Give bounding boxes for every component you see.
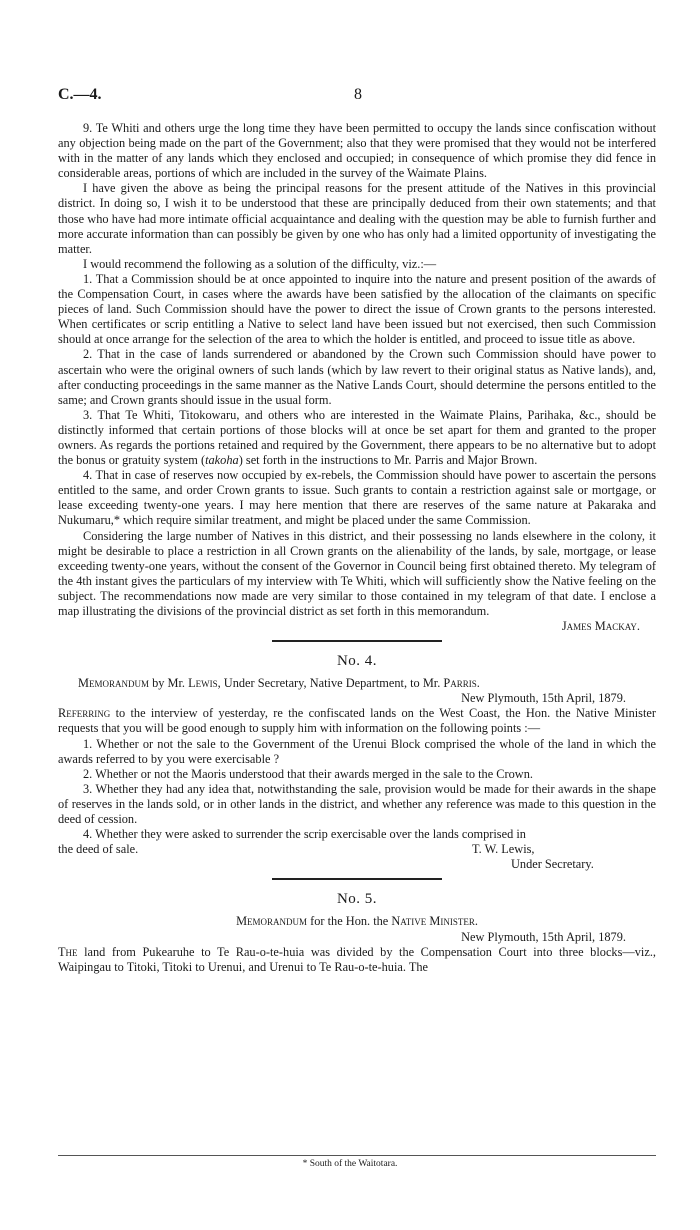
memo-5-opening [58,945,656,975]
signature-mackay: James Mackay. [561,619,640,634]
section-divider [272,640,442,642]
memo-4-title-c: Lewis [188,676,218,691]
memo-4-signer: T. W. Lewis, [472,842,535,857]
recommendation-2: 2. That in the case of lands surrendered or abandoned by the Crown such Commission should have power to ascertain who were the original owners of such lands (which by law revert to their original status as Native lands), and, after conducting proceedings in the same manner as the Native Lands Court, should determine the persons entitled to the same; and Crown grants should issue in the usual form. [58,347,656,407]
page-header [58,86,654,110]
memo-5-dateline: New Plymouth, 15th April, 1879. [461,929,626,944]
memo-4-dateline: New Plymouth, 15th April, 1879. [461,691,626,706]
paragraph-reasons: I have given the above as being the principal reasons for the present attitude of the Natives in this provincial district. In doing so, I wish it to be understood that these are principally deduced from their own statements; and that those who have had more intimate official acquaintance and dealing with the question may be able to furnish further and more accurate information than can possibly be given by one who has only had a limited opportunity of investigating the matter. [58,181,656,256]
recommendation-3 [58,408,656,468]
memo-4-point-1: 1. Whether or not the sale to the Government of the Urenui Block comprised the whole of the land in which the awards referred to by you were exercisable ? [58,736,656,766]
memo-4-point-4-end: the deed of sale. [58,842,139,857]
memo-4-signer-title: Under Secretary. [511,857,594,872]
footnote: * South of the Waitotara. [302,1159,398,1169]
paragraph-recommend: I would recommend the following as a solution of the difficulty, viz.:— [83,256,437,271]
memo-5-number: No. 5. [336,891,378,908]
memo-5-opening-word: The [58,944,78,959]
memo-4-number: No. 4. [336,653,378,670]
memo-4-point-4: 4. Whether they were asked to surrender the scrip exercisable over the lands comprised in [83,827,526,842]
paragraph-9: 9. Te Whiti and others urge the long time they have been permitted to occupy the lands since confiscation without any objection being made on the part of the Government; also that they were promised that they would not be interfered with in the matter of any lands which they enclosed and occupied; in consequence of which promise they did fence in considerable areas, portions of which are included in the survey of the Waimate Plains. [58,121,656,181]
memo-4-opening-word: Referring [58,706,111,721]
memo-5-title-d: . [474,914,478,929]
memo-4-opening [58,706,656,736]
recommendation-1: 1. That a Commission should be at once appointed to inquire into the nature and present position of the awards of the Compensation Court, in cases where the awards have been satisfied by the allocation of the claimants on specific pieces of land. Such Commission should have the power to direct the issue of Crown grants to the persons interested. When certificates or scrip entitling a Native to select land have been issued but not exercised, then such Commission should at once arrange for the selection of the area to which the holder is entitled, and proceed to issue title as above. [58,271,656,347]
memo-4-signer-title-line [58,857,656,872]
recommendation-3-italic: takoha [205,453,239,468]
memo-4-point-2: 2. Whether or not the Maoris understood that their awards merged in the sale to the Crown. [83,766,533,781]
memo-4-title-e: Parris [443,676,477,691]
memo-5-title [58,914,656,929]
recommendation-3-text-b: ) set forth in the instructions to Mr. Parris and Major Brown. [238,453,538,468]
memo-4-title [58,676,656,691]
memo-5-title-b: for the Hon. the [307,914,392,929]
memo-5-title-c: Native Minister [391,914,475,929]
memo-4-title-d: , Under Secretary, Native Department, to Mr. [217,676,444,691]
section-divider [272,878,442,880]
memo-4-opening-rest: to the interview of yesterday, re the confiscated lands on the West Coast, the Hon. the Native Minister requests that you will be good enough to supply him with information on the following points :— [58,706,656,736]
memo-4-title-f: . [476,676,480,691]
paragraph-considering: Considering the large number of Natives in this district, and their possessing no lands elsewhere in the colony, it might be desirable to place a restriction in all Crown grants on the alienability of the lands, by sale, mortgage, or lease exceeding twenty-one years, without the consent of the Governor in Council being first obtained thereto. My telegram of the 4th instant gives the particulars of my interview with Te Whiti, which will sufficiently show the Native feeling on the subject. The recommendations now made are very similar to those contained in my telegram of that date. I enclose a map illustrating the divisions of the provincial district as set forth in this memorandum. [58,528,656,618]
recommendation-3-text-a: 3. That Te Whiti, Titokowaru, and others who are interested in the Waimate Plains, Parihaka, &c., should be distinctly informed that certain portions of those blocks will at once be set apart for them and granted to the proper owners. As regards the portions retained and required by the Government, there appears to be no alternative but to adopt the bonus or gratuity system ( [58,407,656,468]
page-number: 8 [354,86,362,103]
recommendation-4: 4. That in case of reserves now occupied by ex-rebels, the Commission should have power to ascertain the persons entitled to the same, and order Crown grants to issue. Such grants to contain a restriction against sale or mortgage, or lease exceeding twenty-one years. I may here mention that there are reserves of the same nature at Pakaraka and Nukumaru,* which require similar treatment, and might be placed under the same Commission. [58,468,656,528]
document-reference: C.—4. [58,86,102,103]
footnote-divider [58,1155,656,1156]
memo-4-point-3: 3. Whether they had any idea that, notwithstanding the sale, provision would be made for their awards in the shape of reserves in the lands sold, or in other lands in the district, and whether any reference was made to this question in the deed of cession. [58,781,656,827]
document-body [58,121,656,975]
memo-4-title-a: Memorandum [78,676,149,691]
memo-4-title-b: by Mr. [148,676,189,691]
memo-4-signature-line [58,842,656,857]
memo-5-title-a: Memorandum [236,914,308,929]
memo-5-opening-rest: land from Pukearuhe to Te Rau-o-te-huia was divided by the Compensation Court into three blocks—viz., Waipingau to Titoki, Titoki to Urenui, and Urenui to Te Rau-o-te-huia. The [58,944,656,974]
